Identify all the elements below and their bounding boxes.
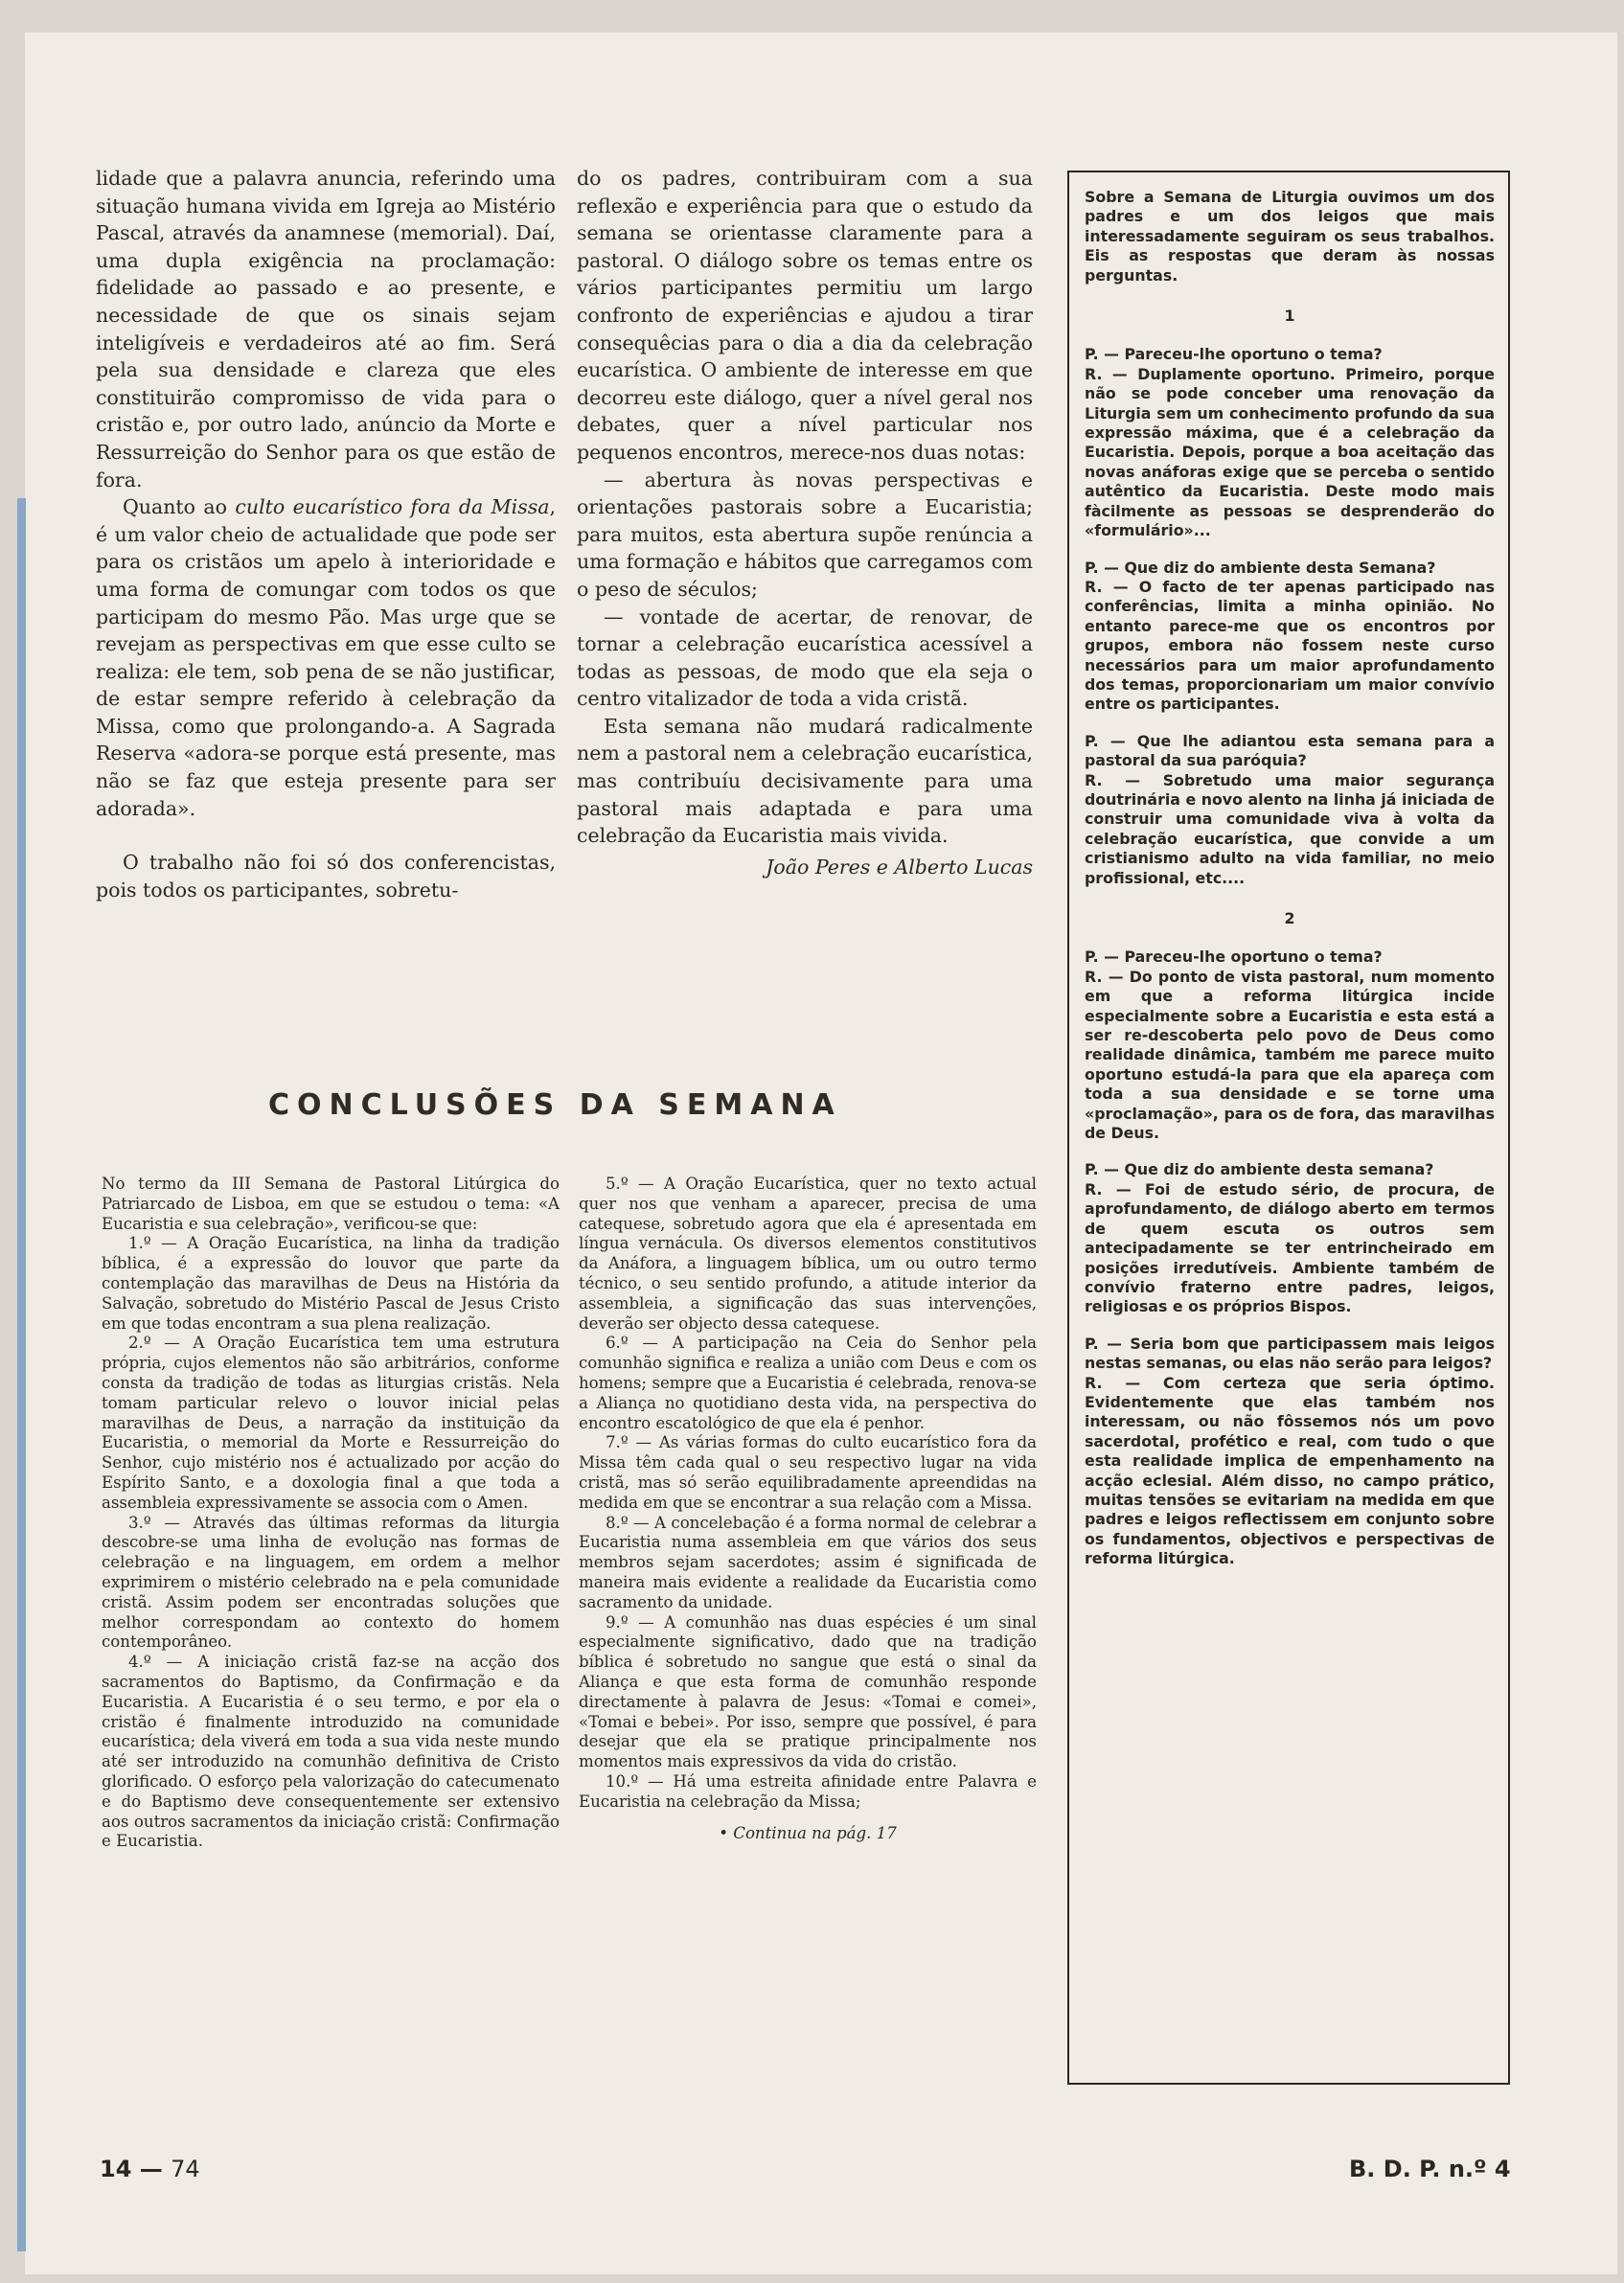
paragraph: lidade que a palavra anuncia, referindo uma situação humana vivida em Igreja ao Mistério Pascal, através da anamnese (memorial). Daí, uma dupla exigência na proclamação: fidelidade ao passado e ao presente, e necessidade de que os sinais sejam inteligíveis e verdadeiros até ao fim. Será pela sua densidade e clareza que eles constituirão compromisso de vida para o cristão e, por outro lado, anúncio da Morte e Ressurreição do Senhor para os que estão de fora. (96, 167, 556, 491)
answer: R. — Foi de estudo sério, de procura, de aprofundamento, de diálogo aberto em termos de quem escuta os outros sem antecipadamente se ter entrincheirado em posições irredutíveis. Ambiente também de convívio fraterno entre padres, leigos, religiosas e os próprios Bispos. (1085, 1179, 1495, 1316)
conclusion-item: 2.º — A Oração Eucarística tem uma estrutura própria, cujos elementos não são arbitrários, conforme consta da tradição de todas as liturgias cristãs. Nela tomam particular relevo o louvor inicial pelas maravilhas de Deus, a narração da instituição da Eucaristia, o memorial da Morte e Ressurreição do Senhor, cujo mistério nos é actualizado por acção do Espírito Santo, e a doxologia final a que toda a assembleia expressivamente se associa com o Amen. (102, 1334, 560, 1512)
question: P. — Pareceu-lhe oportuno o tema? (1085, 947, 1383, 967)
section-title: CONCLUSÕES DA SEMANA (268, 1088, 842, 1122)
conclusion-item: 7.º — As várias formas do culto eucarístico fora da Missa têm cada qual o seu respectivo lugar na vida cristã, mas só serão equilibradamente apreendidas na medida em que se encontrar a sua relação com a Missa. (579, 1433, 1037, 1512)
conclusion-item: 6.º — A participação na Ceia do Senhor pela comunhão significa e realiza a união com Deus e com os homens; sempre que a Eucaristia é celebrada, renova-se a Aliança no quotidiano desta vida, na perspectiva do encontro escatológico de que ela é penhor. (579, 1334, 1037, 1432)
question: P. — Que diz do ambiente desta semana? (1085, 1160, 1434, 1179)
paragraph: Esta semana não mudará radicalmente nem a pastoral nem a celebração eucarística, mas contribuíu decisivamente para uma pastoral mais adaptada e para uma celebração da Eucaristia mais vivida. (577, 714, 1033, 848)
answer: R. — Do ponto de vista pastoral, num momento em que a reforma litúrgica incide especialmente sobre a Eucaristia e esta está a ser re-descoberta pelo povo de Deus como realidade dinâmica, também me parece muito oportuno estudá-la para que ela apareça com toda a sua densidade e se torne uma «proclamação», para os de fora, das maravilhas de Deus. (1085, 967, 1495, 1143)
paragraph: — abertura às novas perspectivas e orientações pastorais sobre a Eucaristia; para muitos, esta abertura supõe renúncia a uma formação e hábitos que carregamos com o peso de séculos; (577, 468, 1033, 601)
paragraph: Quanto ao culto eucarístico fora da Missa, é um valor cheio de actualidade que pode ser para os cristãos um apelo à interioridade e uma forma de comungar com todos os que participam do mesmo Pão. Mas urge que se revejam as perspectivas em que esse culto se realiza: ele tem, sob pena de se não justificar, de estar sempre referido à celebração da Missa, como que prolongando-a. A Sagrada Reserva «adora-se porque está presente, mas não se faz que esteja presente para ser adorada». (96, 495, 556, 820)
conclusion-item: 5.º — A Oração Eucarística, quer no texto actual quer nos que venham a aparecer, precisa de uma catequese, sobretudo agora que ela é apresentada em língua vernácula. Os diversos elementos constitutivos da Anáfora, a linguagem bíblica, um ou outro termo técnico, o seu sentido profundo, a atitude interior da assembleia, a significação das suas intervenções, deverão ser objecto dessa catequese. (579, 1175, 1037, 1333)
answer: R. — Duplamente oportuno. Primeiro, porque não se pode conceber uma renovação da Liturgia sem um conhecimento profundo da sua expressão máxima, que é a celebração da Eucaristia. Depois, porque a boa aceitação das novas anáforas exige que se perceba o sentido autêntico da Eucaristia. Deste modo mais fàcilmente as pessoas se desprenderão do «formulário»... (1085, 364, 1495, 540)
conclusions-left-column (102, 1175, 560, 2133)
question: P. — Que diz do ambiente desta Semana? (1085, 558, 1436, 577)
issue-label: B. D. P. n.º 4 (1349, 2156, 1511, 2182)
interview-number: 1 (1284, 307, 1295, 326)
conclusion-item: 8.º — A concelebação é a forma normal de celebrar a Eucaristia numa assembleia em que vários dos seus membros sejam sacerdotes; assim é significada de maneira mais evidente a realidade da Eucaristia como sacramento da unidade. (579, 1513, 1037, 1611)
page-number: 14 — 74 (100, 2156, 200, 2182)
signature: João Peres e Alberto Lucas (766, 855, 1033, 879)
interview-intro: Sobre a Semana de Liturgia ouvimos um dos padres e um dos leigos que mais interessadamente seguiram os seus trabalhos. Eis as respostas que deram às nossas perguntas. (1085, 188, 1495, 285)
top-middle-column (577, 165, 1033, 1017)
interview-number: 2 (1284, 909, 1295, 927)
answer: R. — Com certeza que seria óptimo. Evidentemente que elas também nos interessam, ou não fôssemos nós um povo sacerdotal, profético e real, com tudo o que esta realidade implica de empenhamento na acção eclesial. Além disso, no campo prático, muitas tensões se evitariam na medida em que padres e leigos reflectissem em conjunto sobre os fundamentos, objectivos e perspectivas de reforma litúrgica. (1085, 1373, 1495, 1568)
paragraph: — vontade de acertar, de renovar, de tornar a celebração eucarística acessível a todas as pessoas, de modo que ela seja o centro vitalizador de toda a vida cristã. (577, 605, 1033, 711)
paragraph: O trabalho não foi só dos conferencistas, pois todos os participantes, sobretu- (96, 851, 556, 902)
question: P. — Pareceu-lhe oportuno o tema? (1085, 345, 1383, 364)
top-left-column (96, 165, 556, 1017)
conclusion-item: 4.º — A iniciação cristã faz-se na acção dos sacramentos do Baptismo, da Confirmação e da Eucaristia. A Eucaristia é o seu termo, e por ela o cristão é finalmente introduzido na comunidade eucarística; dela viverá em toda a sua vida neste mundo até ser introduzido na comunhão definitiva de Cristo glorificado. O esforço pela valorização do catecumenato e do Baptismo deve consequentemente ser extensivo aos outros sacramentos da iniciação cristã: Confirmação e Eucaristia. (102, 1653, 560, 1851)
paragraph: do os padres, contribuiram com a sua reflexão e experiência para que o estudo da semana se orientasse claramente para a pastoral. O diálogo sobre os temas entre os vários participantes permitiu um largo confronto de experiências e ajudou a tirar consequêcias para o dia a dia da celebração eucarística. O ambiente de interesse em que decorreu este diálogo, quer a nível geral nos debates, quer a nível particular nos pequenos encontros, merece-nos duas notas: (577, 167, 1033, 464)
conclusion-item: 9.º — A comunhão nas duas espécies é um sinal especialmente significativo, dado que na tradição bíblica é sobretudo no sangue que está o sinal da Aliança e que esta forma de comunhão responde directamente à palavra de Jesus: «Tomai e comei», «Tomai e bebei». Por isso, sempre que possível, é para desejar que ela se pratique principalmente nos momentos mais expressivos da vida do cristão. (579, 1612, 1037, 1771)
question: P. — Seria bom que participassem mais leigos nestas semanas, ou elas não serão para leigos? (1085, 1334, 1495, 1373)
binding-edge (17, 498, 26, 2251)
interview-column (1085, 188, 1495, 2073)
answer: R. — O facto de ter apenas participado nas conferências, limita a minha opinião. No entanto parece-me que os encontros por grupos, embora não fossem neste curso necessários para um maior aprofundamento dos temas, proporcionariam um maior convívio entre os participantes. (1085, 577, 1495, 714)
conclusion-item: 3.º — Através das últimas reformas da liturgia descobre-se uma linha de evolução nas formas de celebração e na linguagem, em ordem a melhor exprimirem o mistério celebrado na e pela comunidade cristã. Assim podem ser encontradas soluções que melhor correspondam ao contexto do homem contemporâneo. (102, 1513, 560, 1652)
conclusion-item: 1.º — A Oração Eucarística, na linha da tradição bíblica, é a expressão do louvor que parte da contemplação das maravilhas de Deus na História da Salvação, sobretudo do Mistério Pascal de Jesus Cristo em que todas encontram a sua plena realização. (102, 1234, 560, 1333)
conclusions-middle-column (579, 1175, 1037, 2133)
question: P. — Que lhe adiantou esta semana para a pastoral da sua paróquia? (1085, 731, 1495, 770)
answer: R. — Sobretudo uma maior segurança doutrinária e novo alento na linha já iniciada de construir uma comunidade viva à volta da celebração eucarística, que convide a um cristianismo adulto na vida familiar, no meio profissional, etc.... (1085, 770, 1495, 887)
continued-note: • Continua na pág. 17 (719, 1823, 897, 1842)
conclusions-intro: No termo da III Semana de Pastoral Litúrgica do Patriarcado de Lisboa, em que se estudou o tema: «A Eucaristia e sua celebração», verificou-se que: (102, 1175, 560, 1233)
conclusion-item: 10.º — Há uma estreita afinidade entre Palavra e Eucaristia na celebração da Missa; (579, 1771, 1037, 1811)
